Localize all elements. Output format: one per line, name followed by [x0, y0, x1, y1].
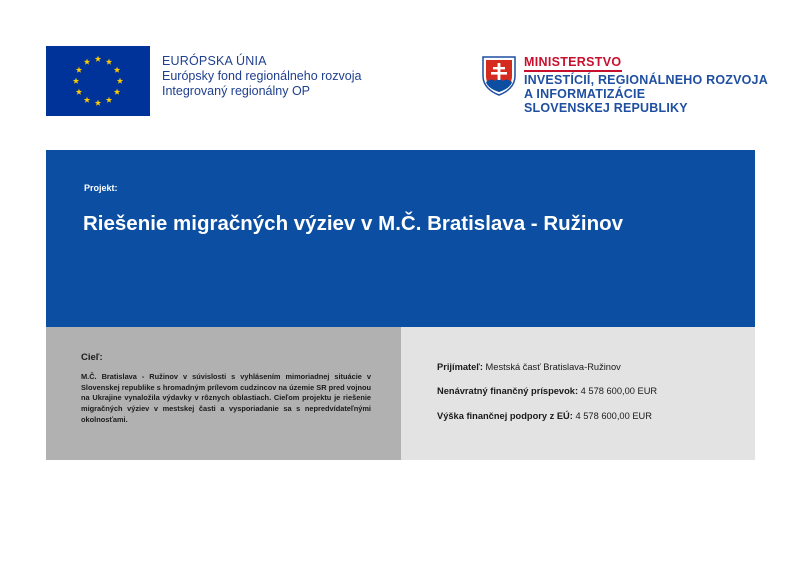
eu-program-name: Integrovaný regionálny OP: [162, 84, 311, 98]
grant-row: [437, 386, 657, 396]
slovak-coat-of-arms-icon: [482, 56, 516, 96]
ministry-line-3: SLOVENSKEJ REPUBLIKY: [524, 100, 688, 115]
eu-flag-logo: [46, 46, 150, 116]
goal-description: M.Č. Bratislava - Ružinov v súvislosti s vyhlásením mimoriadnej situácie v Slovenskej republike s hromadným prílevom cudzincov na územie SR pred vojnou na Ukrajine vynaložila výdavky v rôznych oblastiach. Cieľom projektu je riešenie migračných výziev v mestskej časti a vysporiadanie sa s nepredvídateľnými okolnosťami.: [81, 372, 371, 424]
goal-label: Cieľ:: [81, 352, 103, 363]
ministry-line-2: A INFORMATIZÁCIE: [524, 86, 646, 101]
recipient-label: Prijímateľ:: [437, 362, 483, 372]
ministry-divider: [524, 70, 622, 72]
project-title: Riešenie migračných výziev v M.Č. Bratislava - Ružinov: [83, 212, 624, 235]
grant-value: 4 578 600,00 EUR: [580, 386, 658, 396]
recipient-row: [437, 362, 621, 372]
recipient-value: Mestská časť Bratislava-Ružinov: [485, 362, 621, 372]
ministry-title: MINISTERSTVO: [524, 55, 622, 69]
ministry-text-block: [524, 55, 768, 115]
eu-support-label: Výška finančnej podpory z EÚ:: [437, 411, 573, 421]
eu-title: EURÓPSKA ÚNIA: [162, 54, 267, 68]
eu-support-row: [437, 411, 652, 421]
project-banner: [46, 150, 755, 327]
ministry-line-1: INVESTÍCIÍ, REGIONÁLNEHO ROZVOJA: [524, 72, 768, 87]
project-info-panel: [401, 327, 755, 460]
eu-text-block: [162, 54, 361, 99]
eu-fund-name: Európsky fond regionálneho rozvoja: [162, 69, 362, 83]
eu-support-value: 4 578 600,00 EUR: [575, 411, 652, 421]
project-label: Projekt:: [84, 183, 118, 193]
grant-label: Nenávratný finančný príspevok:: [437, 386, 579, 396]
goal-panel: [46, 327, 401, 460]
